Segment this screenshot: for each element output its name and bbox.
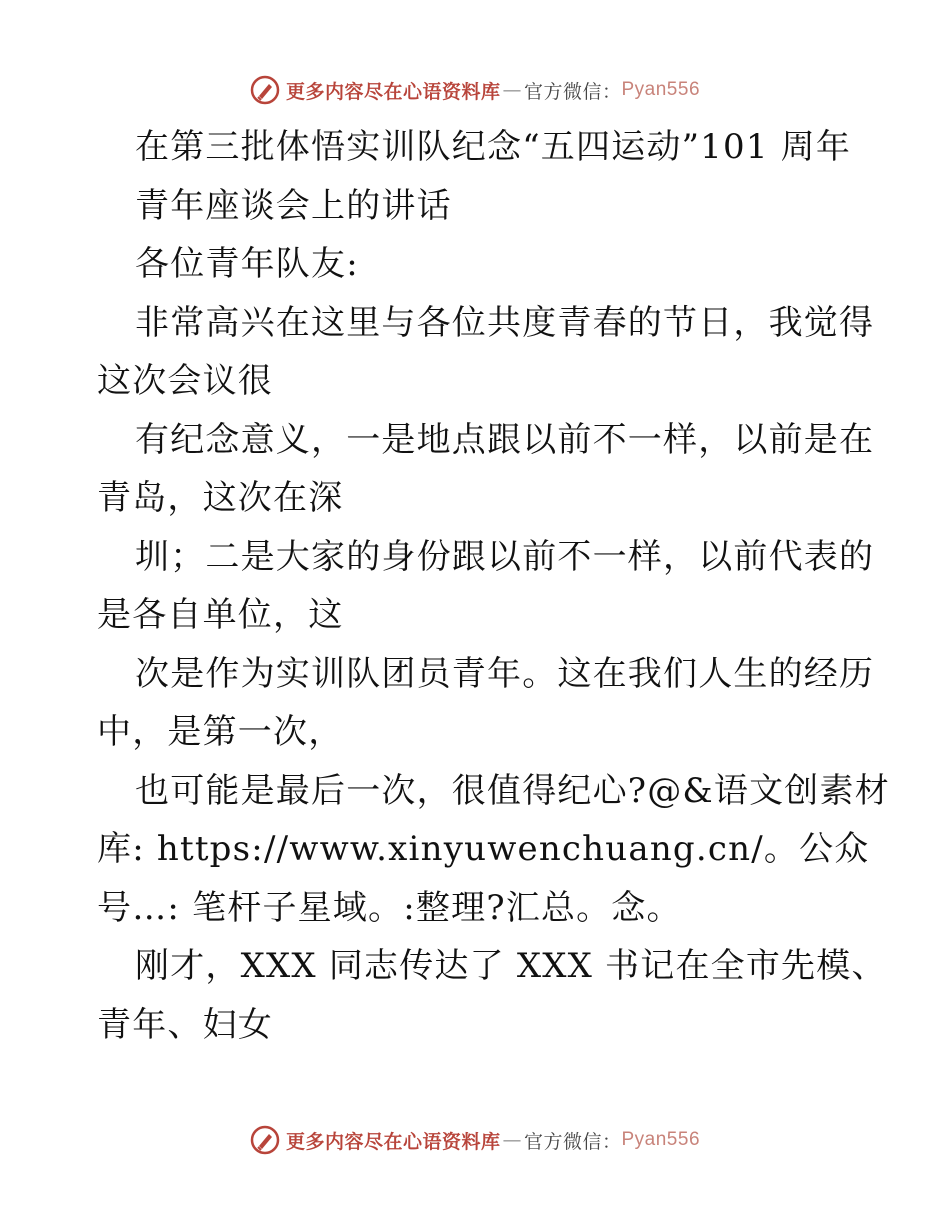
watermark-wechat-id: Pyan556: [621, 1129, 701, 1150]
watermark-label: 官方微信：: [523, 80, 622, 103]
watermark-wechat-id: Pyan556: [621, 79, 701, 100]
text-line: 号…: 笔杆子星域。:整理?汇总。念。: [97, 887, 682, 928]
watermark-label: 官方微信：: [523, 1130, 622, 1153]
pen-logo-icon: [250, 75, 280, 105]
text-line: 是各自单位，这: [97, 595, 344, 635]
watermark-separator: —: [502, 79, 522, 101]
text-line: 青岛，这次在深: [97, 478, 344, 518]
text-line: 刚才，XXX 同志传达了 XXX 书记在全市先模、: [135, 946, 887, 986]
text-line: 非常高兴在这里与各位共度青春的节日，我觉得: [135, 302, 875, 343]
text-line: 各位青年队友:: [135, 244, 359, 284]
text-line: 有纪念意义，一是地点跟以前不一样，以前是在: [135, 419, 875, 460]
pen-logo-icon: [250, 1125, 280, 1155]
text-line: 圳；二是大家的身份跟以前不一样，以前代表的: [135, 536, 875, 577]
footer-watermark: [0, 1120, 950, 1160]
text-line: 也可能是最后一次，很值得纪心?@&语文创素材: [135, 770, 890, 811]
text-line: 在第三批体悟实训队纪念“五四运动”101 周年: [135, 127, 852, 167]
watermark-brand: 更多内容尽在心语资料库: [285, 1130, 501, 1153]
text-line: 次是作为实训队团员青年。这在我们人生的经历: [135, 653, 875, 694]
watermark-separator: —: [502, 1129, 522, 1151]
document-body: [97, 118, 890, 1054]
text-line: 中，是第一次，: [97, 712, 344, 752]
watermark-brand: 更多内容尽在心语资料库: [285, 80, 501, 103]
text-line: 青年、妇女: [97, 1004, 273, 1045]
text-line: 库: https://www.xinyuwenchuang.cn/。公众: [97, 829, 870, 869]
header-watermark: [0, 70, 950, 110]
text-line: 青年座谈会上的讲话: [135, 185, 452, 226]
text-line: 这次会议很: [97, 361, 273, 401]
